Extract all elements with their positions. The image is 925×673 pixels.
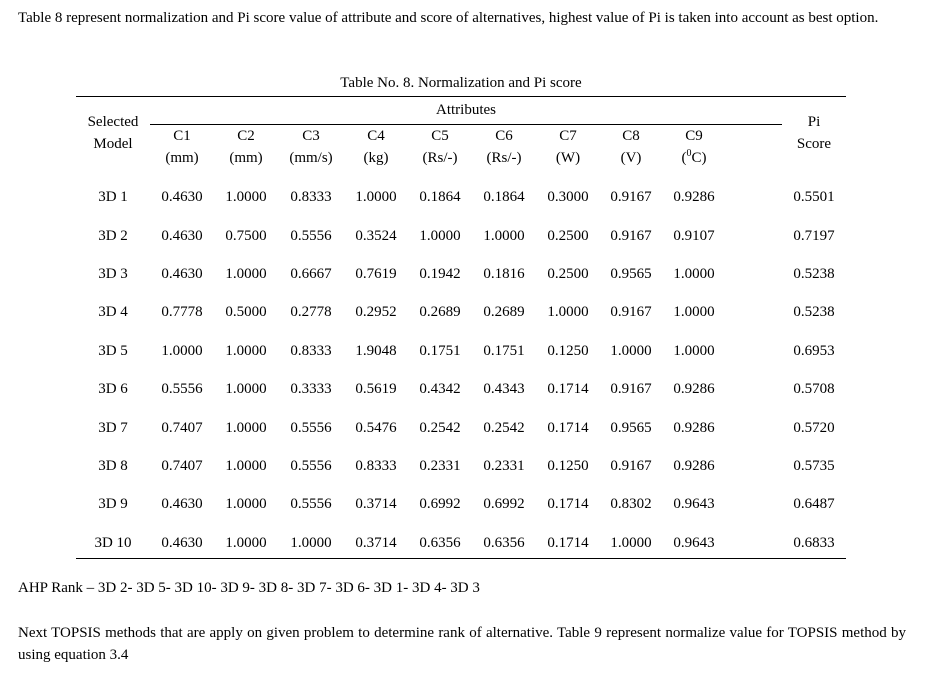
model-cell: 3D 2 (98, 228, 128, 244)
value-cell-c5: 0.1751 (419, 343, 461, 359)
criterion-name: C2 (237, 128, 255, 144)
value-cell-c8: 0.9167 (610, 304, 652, 320)
value-cell-c1: 0.5556 (161, 381, 203, 397)
value-cell-c4: 1.0000 (355, 189, 397, 205)
value-cell-c3: 0.2778 (290, 304, 332, 320)
value-cell-c4: 0.7619 (355, 266, 397, 282)
value-cell-c6: 0.2542 (483, 420, 525, 436)
value-cell-c7: 0.3000 (547, 189, 589, 205)
value-cell-c1: 0.7778 (161, 304, 203, 320)
value-cell-c2: 1.0000 (225, 420, 267, 436)
value-cell-c1: 0.4630 (161, 535, 203, 551)
value-cell-c3: 0.8333 (290, 189, 332, 205)
value-cell-c6: 0.6992 (483, 496, 525, 512)
value-cell-c4: 0.8333 (355, 458, 397, 474)
value-cell-c1: 1.0000 (161, 343, 203, 359)
value-cell-c3: 0.5556 (290, 228, 332, 244)
value-cell-c4: 0.3524 (355, 228, 397, 244)
criterion-header-c6 (472, 125, 536, 169)
pi-score-cell: 0.6487 (793, 496, 835, 512)
value-cell-c6: 0.1751 (483, 343, 525, 359)
pi-score-cell: 0.5720 (793, 420, 835, 436)
value-cell-c1: 0.7407 (161, 458, 203, 474)
value-cell-c5: 0.6356 (419, 535, 461, 551)
value-cell-c5: 0.1942 (419, 266, 461, 282)
value-cell-c1: 0.4630 (161, 189, 203, 205)
criterion-unit (662, 147, 726, 169)
model-cell: 3D 7 (98, 420, 128, 436)
value-cell-c2: 0.7500 (225, 228, 267, 244)
pi-score-cell: 0.7197 (793, 228, 835, 244)
value-cell-c6: 0.2331 (483, 458, 525, 474)
value-cell-c8: 1.0000 (610, 343, 652, 359)
value-cell-c9: 0.9286 (673, 420, 715, 436)
table-top-rule (76, 96, 846, 97)
value-cell-c8: 0.9565 (610, 266, 652, 282)
pi-score-cell: 0.5735 (793, 458, 835, 474)
criterion-header-c3 (278, 125, 344, 169)
value-cell-c2: 1.0000 (225, 381, 267, 397)
value-cell-c7: 0.2500 (547, 228, 589, 244)
model-cell: 3D 8 (98, 458, 128, 474)
value-cell-c3: 0.5556 (290, 458, 332, 474)
table-row (76, 378, 846, 400)
model-cell: 3D 10 (94, 535, 132, 551)
outro-paragraph: Next TOPSIS methods that are apply on given problem to determine rank of alternative. Table 9 represent normalize value for TOPSIS method by using equation 3.4 (18, 625, 906, 663)
table-row (76, 493, 846, 515)
model-cell: 3D 4 (98, 304, 128, 320)
criterion-unit: (V) (620, 150, 642, 166)
value-cell-c9: 0.9286 (673, 381, 715, 397)
value-cell-c2: 1.0000 (225, 189, 267, 205)
model-cell: 3D 1 (98, 189, 128, 205)
unit-suffix: C) (691, 150, 707, 166)
criterion-unit: (mm/s) (289, 150, 333, 166)
value-cell-c4: 0.3714 (355, 535, 397, 551)
value-cell-c1: 0.4630 (161, 266, 203, 282)
criterion-header-c7 (536, 125, 600, 169)
table-row (76, 301, 846, 323)
model-cell: 3D 5 (98, 343, 128, 359)
criterion-unit: (mm) (229, 150, 263, 166)
value-cell-c4: 1.9048 (355, 343, 397, 359)
value-cell-c8: 0.8302 (610, 496, 652, 512)
table-bottom-rule (76, 558, 846, 559)
value-cell-c6: 0.4343 (483, 381, 525, 397)
pi-score-cell: 0.5238 (793, 304, 835, 320)
value-cell-c7: 0.1250 (547, 343, 589, 359)
value-cell-c3: 0.6667 (290, 266, 332, 282)
value-cell-c1: 0.4630 (161, 228, 203, 244)
value-cell-c4: 0.5476 (355, 420, 397, 436)
value-cell-c7: 0.1714 (547, 496, 589, 512)
value-cell-c3: 0.5556 (290, 420, 332, 436)
value-cell-c7: 0.2500 (547, 266, 589, 282)
ahp-rank-line: AHP Rank – 3D 2- 3D 5- 3D 10- 3D 9- 3D 8- 3D 7- 3D 6- 3D 1- 3D 4- 3D 3 (18, 580, 480, 596)
value-cell-c3: 0.3333 (290, 381, 332, 397)
value-cell-c7: 0.1250 (547, 458, 589, 474)
value-cell-c8: 0.9167 (610, 228, 652, 244)
header-selected-model (76, 111, 150, 155)
value-cell-c8: 0.9167 (610, 458, 652, 474)
table-row (76, 225, 846, 247)
intro-paragraph: Table 8 represent normalization and Pi score value of attribute and score of alternatives, highest value of Pi is taken into account as best option. (18, 10, 879, 26)
value-cell-c5: 1.0000 (419, 228, 461, 244)
value-cell-c7: 1.0000 (547, 304, 589, 320)
header-model-label: Model (93, 136, 133, 152)
model-cell: 3D 3 (98, 266, 128, 282)
unit-superscript: 0 (686, 148, 692, 159)
value-cell-c8: 0.9167 (610, 381, 652, 397)
criterion-name: C5 (431, 128, 449, 144)
value-cell-c9: 1.0000 (673, 343, 715, 359)
value-cell-c9: 1.0000 (673, 304, 715, 320)
table-row (76, 532, 846, 554)
value-cell-c5: 0.1864 (419, 189, 461, 205)
table-row (76, 263, 846, 285)
criterion-header-c9 (662, 125, 726, 169)
value-cell-c6: 0.1864 (483, 189, 525, 205)
value-cell-c6: 0.2689 (483, 304, 525, 320)
header-pi-label: Pi (807, 114, 821, 130)
value-cell-c2: 1.0000 (225, 496, 267, 512)
value-cell-c9: 0.9643 (673, 496, 715, 512)
model-cell: 3D 9 (98, 496, 128, 512)
value-cell-c9: 0.9286 (673, 458, 715, 474)
table-row (76, 417, 846, 439)
value-cell-c9: 0.9107 (673, 228, 715, 244)
criterion-name: C9 (685, 128, 703, 144)
header-attributes: Attributes (436, 102, 496, 118)
value-cell-c2: 1.0000 (225, 343, 267, 359)
header-score-label: Score (796, 136, 832, 152)
value-cell-c5: 0.2331 (419, 458, 461, 474)
criterion-unit: (W) (555, 150, 581, 166)
table-row (76, 455, 846, 477)
criterion-unit: (Rs/-) (422, 150, 458, 166)
value-cell-c1: 0.7407 (161, 420, 203, 436)
value-cell-c5: 0.2542 (419, 420, 461, 436)
value-cell-c9: 0.9286 (673, 189, 715, 205)
value-cell-c7: 0.1714 (547, 535, 589, 551)
value-cell-c9: 1.0000 (673, 266, 715, 282)
value-cell-c7: 0.1714 (547, 381, 589, 397)
criterion-name: C4 (367, 128, 385, 144)
table-caption: Table No. 8. Normalization and Pi score (340, 75, 582, 91)
pi-score-cell: 0.6833 (793, 535, 835, 551)
value-cell-c2: 0.5000 (225, 304, 267, 320)
value-cell-c2: 1.0000 (225, 458, 267, 474)
criterion-name: C7 (559, 128, 577, 144)
value-cell-c3: 0.5556 (290, 496, 332, 512)
header-selected-label: Selected (87, 114, 139, 130)
unit-prefix: ( (681, 150, 687, 166)
value-cell-c5: 0.2689 (419, 304, 461, 320)
value-cell-c4: 0.5619 (355, 381, 397, 397)
value-cell-c2: 1.0000 (225, 266, 267, 282)
value-cell-c3: 0.8333 (290, 343, 332, 359)
value-cell-c1: 0.4630 (161, 496, 203, 512)
criterion-name: C1 (173, 128, 191, 144)
pi-score-cell: 0.5708 (793, 381, 835, 397)
model-cell: 3D 6 (98, 381, 128, 397)
value-cell-c2: 1.0000 (225, 535, 267, 551)
value-cell-c4: 0.3714 (355, 496, 397, 512)
pi-score-cell: 0.5501 (793, 189, 835, 205)
pi-score-cell: 0.5238 (793, 266, 835, 282)
criterion-unit: (kg) (363, 150, 389, 166)
criterion-name: C8 (622, 128, 640, 144)
criterion-unit: (Rs/-) (486, 150, 522, 166)
table-row (76, 340, 846, 362)
value-cell-c5: 0.4342 (419, 381, 461, 397)
criterion-header-c8 (600, 125, 662, 169)
value-cell-c6: 0.6356 (483, 535, 525, 551)
pi-score-cell: 0.6953 (793, 343, 835, 359)
criterion-header-c2 (214, 125, 278, 169)
value-cell-c6: 0.1816 (483, 266, 525, 282)
criterion-name: C6 (495, 128, 513, 144)
criterion-header-c4 (344, 125, 408, 169)
table-row (76, 186, 846, 208)
value-cell-c8: 1.0000 (610, 535, 652, 551)
value-cell-c7: 0.1714 (547, 420, 589, 436)
header-pi-score (782, 111, 846, 155)
criterion-name: C3 (302, 128, 320, 144)
criterion-unit: (mm) (165, 150, 199, 166)
value-cell-c4: 0.2952 (355, 304, 397, 320)
value-cell-c3: 1.0000 (290, 535, 332, 551)
value-cell-c8: 0.9565 (610, 420, 652, 436)
criterion-header-c1 (150, 125, 214, 169)
value-cell-c5: 0.6992 (419, 496, 461, 512)
value-cell-c9: 0.9643 (673, 535, 715, 551)
criterion-header-c5 (408, 125, 472, 169)
value-cell-c8: 0.9167 (610, 189, 652, 205)
value-cell-c6: 1.0000 (483, 228, 525, 244)
